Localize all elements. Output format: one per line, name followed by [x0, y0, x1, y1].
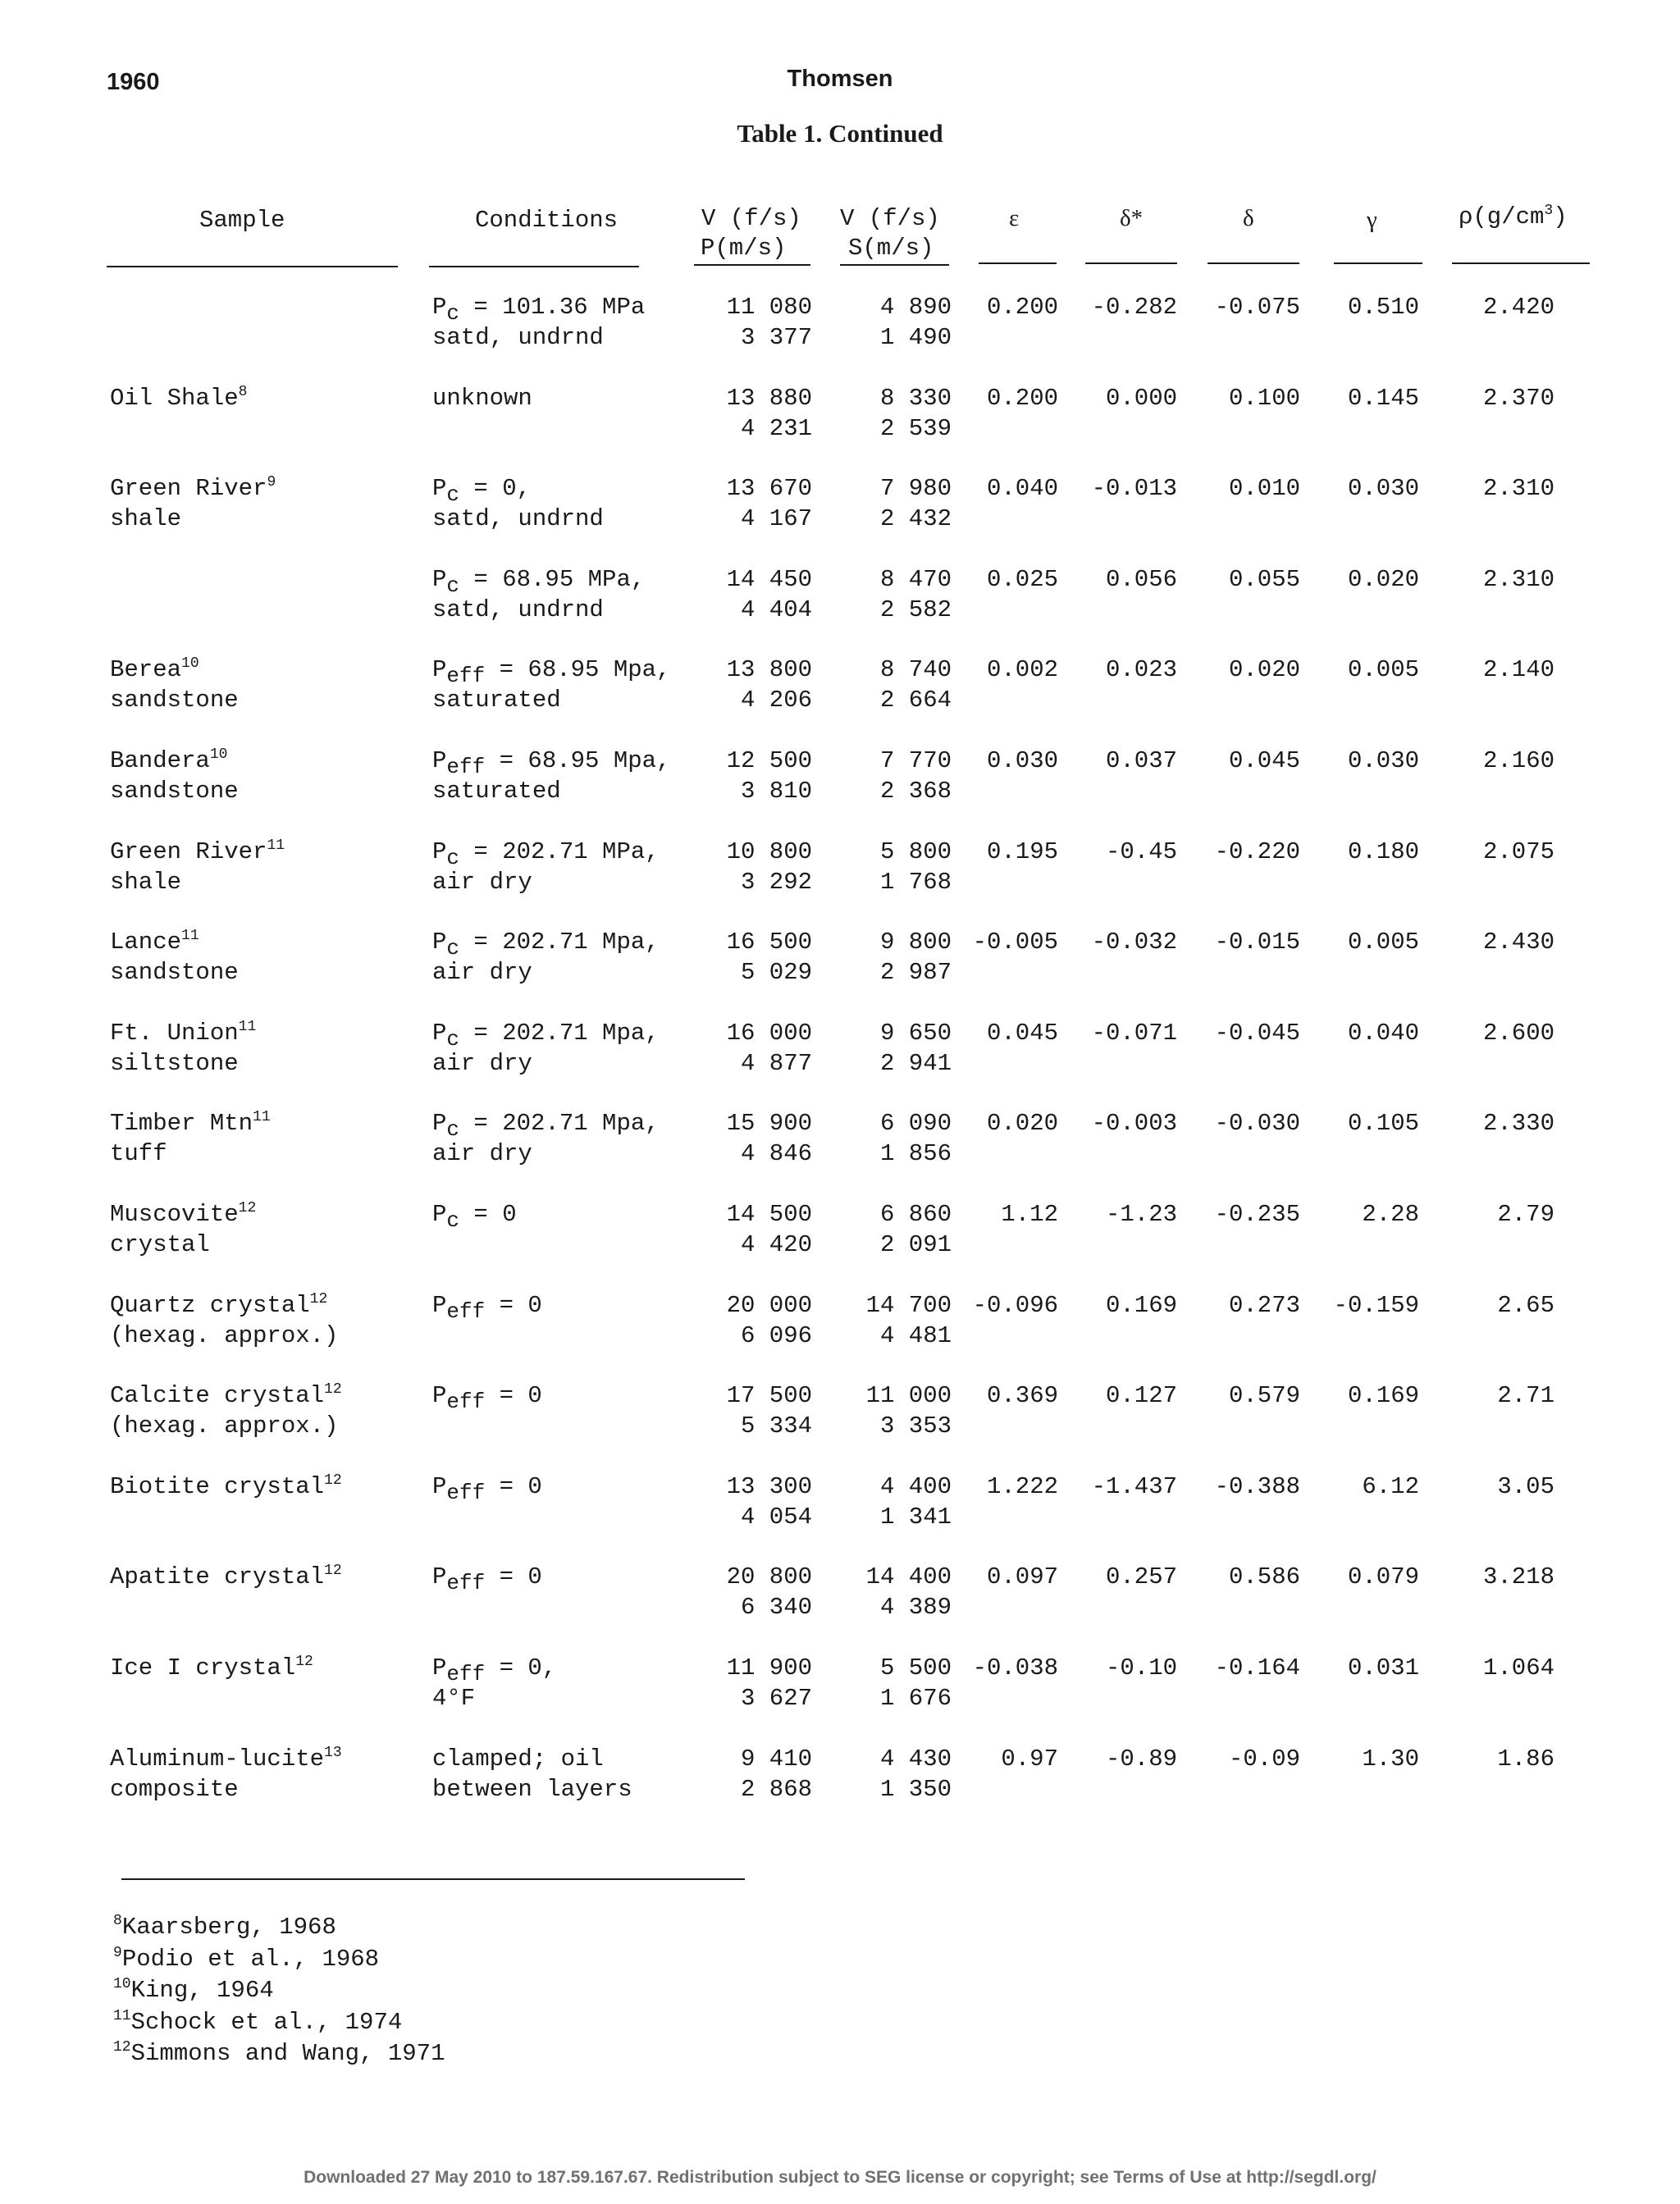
header-vs-ft: V (f/s)	[840, 205, 940, 232]
pressure-subscript: eff	[446, 663, 486, 688]
delta-cell: -0.220	[1214, 838, 1300, 865]
gamma-cell: 0.180	[1347, 838, 1419, 865]
table-row	[0, 383, 1680, 449]
epsilon-cell: -0.038	[972, 1654, 1058, 1682]
sample-cell: Green River$^9$ shale	[110, 474, 276, 532]
pressure-subscript: eff	[446, 754, 486, 779]
pressure-subscript: eff	[446, 1298, 486, 1324]
delta-cell: 0.579	[1228, 1382, 1300, 1409]
epsilon-cell: 0.369	[986, 1382, 1058, 1409]
table-row	[0, 1290, 1680, 1356]
density-cell: 2.330	[1482, 1110, 1554, 1137]
download-note: Downloaded 27 May 2010 to 187.59.167.67. Redistribution subject to SEG license or copyright; see Terms of Use at http://segdl.org/	[304, 2168, 1376, 2187]
gamma-cell: 0.020	[1347, 566, 1419, 593]
delta-star-cell: 0.023	[1105, 656, 1177, 683]
conditions-cell: $P_c = 68.95$ MPa, satd, undrnd	[432, 566, 646, 623]
gamma-cell: 0.510	[1347, 294, 1419, 321]
gamma-cell: 0.005	[1347, 656, 1419, 683]
footnote-rule	[121, 1878, 745, 1880]
pressure-subscript: c	[446, 845, 460, 870]
header-vp-m: P(m/s)	[701, 235, 787, 262]
gamma-cell: 0.169	[1347, 1382, 1419, 1409]
delta-star-cell: 0.056	[1105, 566, 1177, 593]
gamma-cell: 0.030	[1347, 475, 1419, 502]
table-row	[0, 1653, 1680, 1718]
density-cell: 1.064	[1482, 1654, 1554, 1682]
conditions-cell: $P_c = 0$, satd, undrnd	[432, 475, 604, 532]
table-row	[0, 1018, 1680, 1084]
density-cell: 3.05	[1497, 1473, 1554, 1500]
epsilon-cell: 0.200	[986, 385, 1058, 412]
density-cell: 2.79	[1497, 1201, 1554, 1228]
delta-star-cell: -0.071	[1091, 1020, 1177, 1047]
conditions-cell: $P_c = 202.71$ Mpa, air dry	[432, 929, 660, 986]
vp-cell: 13 670 4 167	[726, 475, 812, 532]
vs-cell: 14 700 4 481	[865, 1292, 952, 1349]
vs-cell: 7 980 2 432	[879, 475, 952, 532]
page-number: 1960	[107, 69, 160, 95]
delta-cell: 0.045	[1228, 747, 1300, 774]
vs-cell: 4 400 1 341	[879, 1473, 952, 1531]
pressure-subscript: c	[446, 1026, 460, 1052]
conditions-cell: $P_{eff} = 0$	[432, 1292, 542, 1324]
conditions-cell: $P_c = 0$	[432, 1201, 517, 1233]
density-cell: 2.71	[1497, 1382, 1554, 1409]
delta-star-cell: 0.257	[1105, 1563, 1177, 1590]
vs-cell: 5 500 1 676	[879, 1654, 952, 1712]
pressure-subscript: c	[446, 935, 460, 961]
vs-cell: 8 330 2 539	[879, 385, 952, 442]
gamma-cell: 2.28	[1362, 1201, 1419, 1228]
density-cell: 2.430	[1482, 929, 1554, 956]
density-cell: 2.075	[1482, 838, 1554, 865]
sample-cell: Oil Shale$^8$	[110, 384, 248, 412]
gamma-cell: 6.12	[1362, 1473, 1419, 1500]
delta-star-cell: -0.003	[1091, 1110, 1177, 1137]
gamma-cell: 0.031	[1347, 1654, 1419, 1682]
epsilon-cell: 0.040	[986, 475, 1058, 502]
density-cell: 2.65	[1497, 1292, 1554, 1319]
epsilon-cell: 0.045	[986, 1020, 1058, 1047]
pressure-subscript: c	[446, 300, 460, 326]
vp-cell: 9 410 2 868	[740, 1745, 812, 1803]
delta-cell: -0.164	[1214, 1654, 1300, 1682]
footnote: $^{12}$Simmons and Wang, 1971	[113, 2039, 445, 2067]
delta-cell: 0.020	[1228, 656, 1300, 683]
table-row	[0, 292, 1680, 358]
vs-cell: 7 770 2 368	[879, 747, 952, 805]
vs-cell: 8 470 2 582	[879, 566, 952, 623]
sample-cell: Apatite crystal$^{12}$	[110, 1563, 342, 1590]
epsilon-cell: 0.97	[1001, 1745, 1058, 1773]
vp-cell: 10 800 3 292	[726, 838, 812, 896]
footnote: $^8$Kaarsberg, 1968	[113, 1913, 336, 1941]
gamma-cell: 0.145	[1347, 385, 1419, 412]
delta-cell: -0.015	[1214, 929, 1300, 956]
delta-cell: 0.010	[1228, 475, 1300, 502]
gamma-cell: 0.005	[1347, 929, 1419, 956]
sample-cell: Biotite crystal$^{12}$	[110, 1472, 342, 1500]
vp-cell: 16 500 5 029	[726, 929, 812, 986]
epsilon-cell: 0.020	[986, 1110, 1058, 1137]
vp-cell: 17 500 5 334	[726, 1382, 812, 1440]
delta-cell: 0.055	[1228, 566, 1300, 593]
header-conditions: Conditions	[475, 207, 619, 234]
conditions-cell: $P_{eff} = 0$, 4°F	[432, 1654, 557, 1712]
delta-star-cell: 0.127	[1105, 1382, 1177, 1409]
delta-cell: -0.09	[1228, 1745, 1300, 1773]
delta-cell: 0.586	[1228, 1563, 1300, 1590]
delta-star-cell: -1.437	[1091, 1473, 1177, 1500]
density-cell: 1.86	[1497, 1745, 1554, 1773]
delta-cell: -0.235	[1214, 1201, 1300, 1228]
delta-cell: -0.388	[1214, 1473, 1300, 1500]
gamma-cell: 0.105	[1347, 1110, 1419, 1137]
pressure-subscript: eff	[446, 1570, 486, 1595]
table-row	[0, 1380, 1680, 1446]
sample-cell: Berea$^{10}$ sandstone	[110, 655, 239, 714]
delta-cell: -0.045	[1214, 1020, 1300, 1047]
density-cell: 2.140	[1482, 656, 1554, 683]
epsilon-cell: 1.12	[1001, 1201, 1058, 1228]
vs-cell: 11 000 3 353	[865, 1382, 952, 1440]
density-cell: 2.600	[1482, 1020, 1554, 1047]
delta-star-cell: -0.10	[1105, 1654, 1177, 1682]
vp-cell: 14 450 4 404	[726, 566, 812, 623]
delta-star-cell: 0.169	[1105, 1292, 1177, 1319]
density-cell: 3.218	[1482, 1563, 1554, 1590]
sample-cell: Muscovite$^{12}$ crystal	[110, 1200, 257, 1258]
table-title: Table 1. Continued	[737, 119, 943, 148]
vp-cell: 12 500 3 810	[726, 747, 812, 805]
vs-cell: 14 400 4 389	[865, 1563, 952, 1621]
epsilon-cell: 1.222	[986, 1473, 1058, 1500]
delta-star-cell: 0.000	[1105, 385, 1177, 412]
conditions-cell: $P_{eff} = 0$	[432, 1563, 542, 1595]
delta-star-cell: -0.89	[1105, 1745, 1177, 1773]
gamma-cell: 0.030	[1347, 747, 1419, 774]
sample-cell: Green River$^{11}$ shale	[110, 837, 285, 896]
vp-cell: 11 080 3 377	[726, 294, 812, 351]
table-row	[0, 564, 1680, 630]
vs-cell: 9 650 2 941	[879, 1020, 952, 1077]
pressure-subscript: eff	[446, 1389, 486, 1414]
table-row	[0, 1108, 1680, 1174]
epsilon-cell: 0.195	[986, 838, 1058, 865]
table-row	[0, 1472, 1680, 1537]
delta-star-cell: -0.282	[1091, 294, 1177, 321]
header-rule	[1334, 262, 1422, 264]
vp-cell: 13 300 4 054	[726, 1473, 812, 1531]
epsilon-cell: 0.200	[986, 294, 1058, 321]
header-rule	[840, 264, 949, 266]
header-rule	[1208, 262, 1299, 264]
vp-cell: 15 900 4 846	[726, 1110, 812, 1167]
gamma-cell: -0.159	[1333, 1292, 1419, 1319]
conditions-cell: $P_c = 202.71$ MPa, air dry	[432, 838, 660, 896]
conditions-cell: $P_c = 202.71$ Mpa, air dry	[432, 1110, 660, 1167]
table-row	[0, 1199, 1680, 1265]
delta-star-cell: -0.013	[1091, 475, 1177, 502]
conditions-cell: unknown	[432, 385, 532, 412]
header-rule	[107, 266, 398, 267]
table-row	[0, 1562, 1680, 1627]
vs-cell: 4 430 1 350	[879, 1745, 952, 1803]
delta-cell: 0.273	[1228, 1292, 1300, 1319]
header-gamma: γ	[1367, 207, 1377, 233]
vs-cell: 8 740 2 664	[879, 656, 952, 714]
sample-cell: Lance$^{11}$ sandstone	[110, 928, 239, 986]
vs-cell: 9 800 2 987	[879, 929, 952, 986]
vs-cell: 5 800 1 768	[879, 838, 952, 896]
sample-cell: Aluminum-lucite$^{13}$ composite	[110, 1745, 342, 1803]
header-rule	[979, 262, 1057, 264]
footnote: $^{10}$King, 1964	[113, 1976, 274, 2004]
density-cell: 2.160	[1482, 747, 1554, 774]
footnote: $^9$Podio et al., 1968	[113, 1945, 380, 1973]
epsilon-cell: 0.097	[986, 1563, 1058, 1590]
vp-cell: 20 000 6 096	[726, 1292, 812, 1349]
vp-cell: 14 500 4 420	[726, 1201, 812, 1258]
header-vs-m: S(m/s)	[848, 235, 934, 262]
delta-star-cell: -0.45	[1105, 838, 1177, 865]
gamma-cell: 0.079	[1347, 1563, 1419, 1590]
density-cell: 2.310	[1482, 475, 1554, 502]
vp-cell: 11 900 3 627	[726, 1654, 812, 1712]
delta-cell: -0.075	[1214, 294, 1300, 321]
sample-cell: Quartz crystal$^{12}$ (hexag. approx.)	[110, 1291, 339, 1349]
conditions-cell: $P_{eff} = 0$	[432, 1473, 542, 1505]
sample-cell: Bandera$^{10}$ sandstone	[110, 746, 239, 805]
header-rule	[694, 264, 810, 266]
table-row	[0, 746, 1680, 811]
table-row	[0, 837, 1680, 902]
table-row	[0, 655, 1680, 720]
pressure-subscript: c	[446, 481, 460, 507]
gamma-cell: 1.30	[1362, 1745, 1419, 1773]
density-cell: 2.420	[1482, 294, 1554, 321]
density-cell: 2.310	[1482, 566, 1554, 593]
footnote: $^{11}$Schock et al., 1974	[113, 2008, 403, 2036]
header-delta-star: δ*	[1120, 205, 1144, 231]
epsilon-cell: 0.002	[986, 656, 1058, 683]
sample-cell: Calcite crystal$^{12}$ (hexag. approx.)	[110, 1381, 342, 1440]
sample-cell: Ice I crystal$^{12}$	[110, 1654, 313, 1682]
epsilon-cell: 0.025	[986, 566, 1058, 593]
running-head: Thomsen	[787, 66, 893, 92]
conditions-cell: $P_{eff} = 68.95$ Mpa, saturated	[432, 747, 671, 805]
delta-star-cell: -1.23	[1105, 1201, 1177, 1228]
conditions-cell: clamped; oil between layers	[432, 1745, 632, 1803]
vs-cell: 6 090 1 856	[879, 1110, 952, 1167]
vp-cell: 13 880 4 231	[726, 385, 812, 442]
header-sample: Sample	[199, 207, 285, 234]
vp-cell: 13 800 4 206	[726, 656, 812, 714]
table-row	[0, 927, 1680, 992]
vp-cell: 20 800 6 340	[726, 1563, 812, 1621]
sample-cell: Ft. Union$^{11}$ siltstone	[110, 1019, 257, 1077]
vs-cell: 6 860 2 091	[879, 1201, 952, 1258]
header-epsilon: ε	[1009, 205, 1020, 231]
header-rule	[429, 266, 639, 267]
delta-star-cell: 0.037	[1105, 747, 1177, 774]
header-density: $\rho(g/cm^3)$	[1459, 203, 1568, 230]
header-rule	[1452, 262, 1590, 264]
delta-star-cell: -0.032	[1091, 929, 1177, 956]
delta-cell: 0.100	[1228, 385, 1300, 412]
table-row	[0, 473, 1680, 539]
pressure-subscript: c	[446, 1116, 460, 1142]
conditions-cell: $P_c = 101.36$ MPa satd, undrnd	[432, 294, 646, 351]
pressure-subscript: c	[446, 573, 460, 598]
header-vp-ft: V (f/s)	[701, 205, 801, 232]
conditions-cell: $P_{eff} = 0$	[432, 1382, 542, 1414]
epsilon-cell: -0.096	[972, 1292, 1058, 1319]
header-delta: δ	[1243, 205, 1254, 231]
conditions-cell: $P_{eff} = 68.95$ Mpa, saturated	[432, 656, 671, 714]
table-row	[0, 1744, 1680, 1809]
epsilon-cell: -0.005	[972, 929, 1058, 956]
pressure-subscript: c	[446, 1207, 460, 1233]
sample-cell: Timber Mtn$^{11}$ tuff	[110, 1109, 271, 1167]
delta-cell: -0.030	[1214, 1110, 1300, 1137]
pressure-subscript: eff	[446, 1661, 486, 1686]
conditions-cell: $P_c = 202.71$ Mpa, air dry	[432, 1020, 660, 1077]
gamma-cell: 0.040	[1347, 1020, 1419, 1047]
vs-cell: 4 890 1 490	[879, 294, 952, 351]
vp-cell: 16 000 4 877	[726, 1020, 812, 1077]
header-rule	[1085, 262, 1177, 264]
pressure-subscript: eff	[446, 1480, 486, 1505]
density-cell: 2.370	[1482, 385, 1554, 412]
epsilon-cell: 0.030	[986, 747, 1058, 774]
